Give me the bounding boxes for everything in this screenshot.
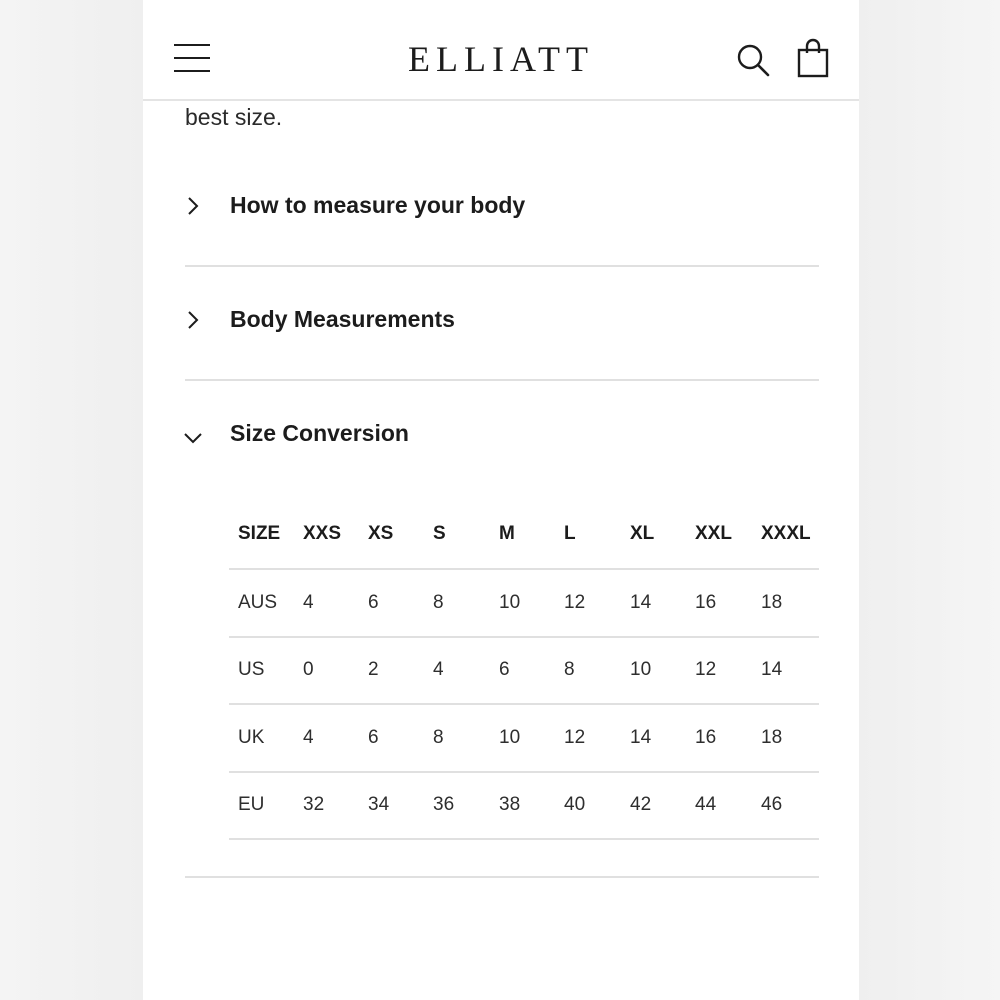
accordion-body-measurements	[185, 292, 819, 352]
hamburger-icon[interactable]	[174, 44, 210, 72]
accordion-header-how-to-measure[interactable]	[185, 178, 819, 238]
table-cell: 14	[752, 637, 819, 705]
table-cell: 4	[294, 569, 359, 637]
table-cell: 14	[621, 569, 686, 637]
table-cell: 32	[294, 772, 359, 840]
table-header: L	[555, 500, 621, 569]
table-cell: AUS	[229, 569, 294, 637]
table-header: XXS	[294, 500, 359, 569]
table-header: XXL	[686, 500, 752, 569]
table-cell: EU	[229, 772, 294, 840]
intro-text: best size.	[185, 104, 283, 130]
table-cell: 10	[490, 569, 555, 637]
table-row	[229, 569, 819, 637]
table-cell: 12	[686, 637, 752, 705]
background-left	[0, 0, 143, 1000]
phone-screen	[143, 0, 859, 1000]
table-header-row	[229, 500, 819, 569]
table-cell: 8	[424, 569, 490, 637]
table-cell: 36	[424, 772, 490, 840]
table-cell: 6	[490, 637, 555, 705]
table-header: XS	[359, 500, 424, 569]
table-row	[229, 772, 819, 840]
table-cell: UK	[229, 704, 294, 772]
brand-logo: ELLIATT	[408, 39, 594, 79]
table-cell: 8	[555, 637, 621, 705]
table-cell: 18	[752, 569, 819, 637]
table-cell: 18	[752, 704, 819, 772]
accordion-title: How to measure your body	[230, 192, 526, 218]
divider	[185, 379, 819, 381]
accordion-how-to-measure	[185, 178, 819, 238]
accordion-header-body-measurements[interactable]	[185, 292, 819, 352]
table-header: XXXL	[752, 500, 819, 569]
accordion-title: Size Conversion	[230, 420, 409, 446]
table-cell: US	[229, 637, 294, 705]
size-conversion-table	[229, 500, 819, 840]
table-cell: 40	[555, 772, 621, 840]
table-cell: 38	[490, 772, 555, 840]
table-cell: 16	[686, 704, 752, 772]
table-cell: 14	[621, 704, 686, 772]
table-cell: 2	[359, 637, 424, 705]
table-row	[229, 704, 819, 772]
table-cell: 10	[621, 637, 686, 705]
table-cell: 6	[359, 704, 424, 772]
chevron-down-icon	[183, 430, 203, 446]
search-icon[interactable]	[735, 42, 771, 78]
table-cell: 4	[424, 637, 490, 705]
shopping-bag-icon[interactable]	[795, 38, 831, 78]
table-header: M	[490, 500, 555, 569]
table-cell: 12	[555, 569, 621, 637]
table-cell: 6	[359, 569, 424, 637]
table-header: SIZE	[229, 500, 294, 569]
table-cell: 8	[424, 704, 490, 772]
table-cell: 4	[294, 704, 359, 772]
table-cell: 0	[294, 637, 359, 705]
chevron-right-icon	[185, 196, 201, 216]
table-cell: 16	[686, 569, 752, 637]
accordion-size-conversion	[185, 406, 819, 466]
accordion-title: Body Measurements	[230, 306, 455, 332]
table-cell: 42	[621, 772, 686, 840]
table-header: XL	[621, 500, 686, 569]
table-cell: 44	[686, 772, 752, 840]
accordion-header-size-conversion[interactable]	[185, 406, 819, 466]
divider	[185, 876, 819, 878]
table-cell: 12	[555, 704, 621, 772]
table-cell: 10	[490, 704, 555, 772]
table-cell: 34	[359, 772, 424, 840]
table-cell: 46	[752, 772, 819, 840]
chevron-right-icon	[185, 310, 201, 330]
table-row	[229, 637, 819, 705]
background-right	[859, 0, 1000, 1000]
site-header	[143, 0, 859, 101]
table-header: S	[424, 500, 490, 569]
divider	[185, 265, 819, 267]
